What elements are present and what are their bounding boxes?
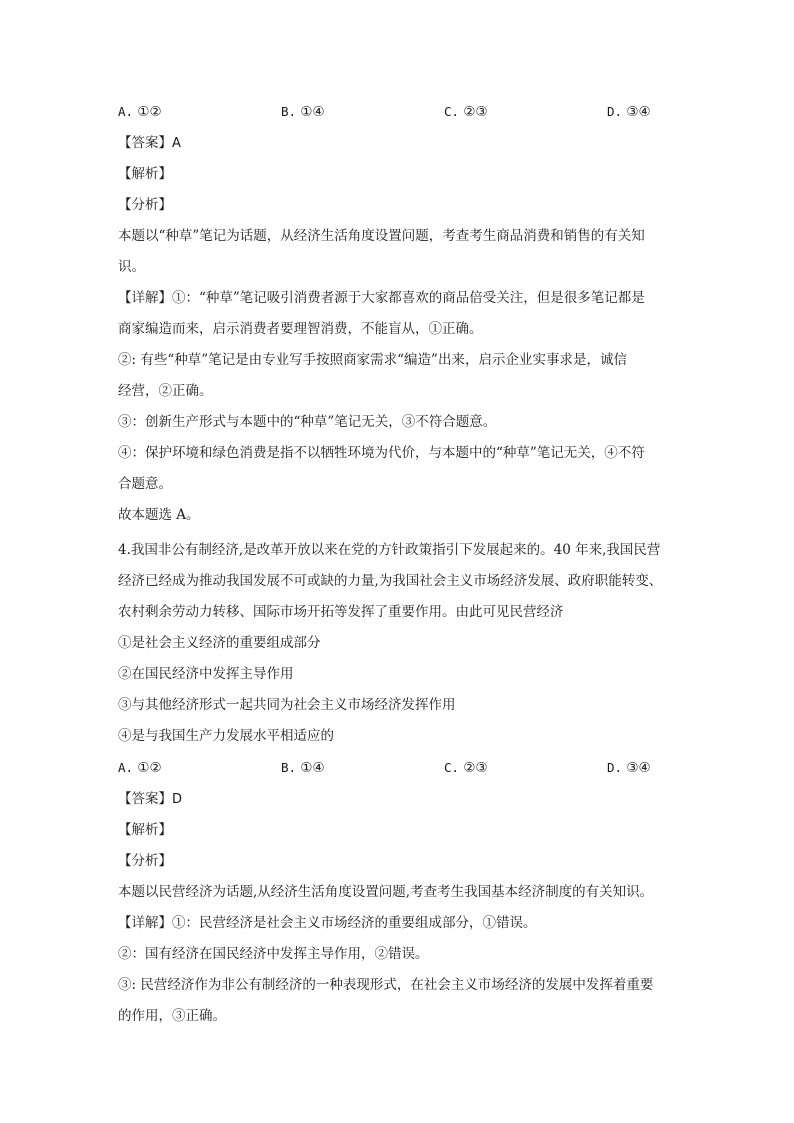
answer-value: D xyxy=(172,792,183,807)
q4-detail-line: ②：国有经济在国民经济中发挥主导作用，②错误。 xyxy=(118,946,429,962)
q3-answer xyxy=(118,133,698,153)
q4-option-d: D. ③④ xyxy=(607,760,651,776)
q4-stem-line: 经济已经成为推动我国发展不可或缺的力量,为我国社会主义市场经济发展、政府职能转变、 xyxy=(118,573,663,589)
q3-detail-line: 经营，②正确。 xyxy=(118,383,213,399)
q4-fenxi-line: 本题以民营经济为话题,从经济生活角度设置问题,考查考生我国基本经济制度的有关知识。 xyxy=(118,884,654,900)
answer-tag: 【答案】 xyxy=(118,135,172,151)
q4-option-b: B. ①④ xyxy=(281,760,325,776)
q4-answer xyxy=(118,789,698,809)
answer-tag: 【答案】 xyxy=(118,791,172,807)
q3-detail-first: 【详解】①：“种草”笔记吸引消费者源于大家都喜欢的商品倍受关注，但是很多笔记都是 xyxy=(118,290,645,306)
q3-detail-line: ④：保护环境和绿色消费是指不以牺牲环境为代价，与本题中的“种草”笔记无关，④不符 xyxy=(118,445,645,461)
q4-item: ④是与我国生产力发展水平相适应的 xyxy=(118,728,334,744)
q4-option-c: C. ②③ xyxy=(444,760,488,776)
q4-jiexi-tag: 【解析】 xyxy=(118,822,172,838)
q3-detail-line: 商家编造而来，启示消费者要理智消费，不能盲从，①正确。 xyxy=(118,321,483,337)
q4-item: ③与其他经济形式一起共同为社会主义市场经济发挥作用 xyxy=(118,697,456,713)
detail-tag: 【详解】 xyxy=(118,915,172,931)
q4-stem-line: 农村剩余劳动力转移、国际市场开拓等发挥了重要作用。由此可见民营经济 xyxy=(118,604,564,620)
answer-value: A xyxy=(172,136,181,151)
q3-fenxi-tag: 【分析】 xyxy=(118,197,172,213)
q3-detail-line: ③：创新生产形式与本题中的“种草”笔记无关，③不符合题意。 xyxy=(118,414,497,430)
q3-option-b: B. ①④ xyxy=(281,104,325,120)
q4-option-a: A. ①② xyxy=(118,760,162,776)
q4-options xyxy=(118,758,698,778)
detail-tag: 【详解】 xyxy=(118,290,172,306)
q3-detail-line: ②: 有些“种草”笔记是由专业写手按照商家需求“编造”出来，启示企业实事求是，诚信 xyxy=(118,352,627,368)
q3-options xyxy=(118,102,698,122)
q4-detail-line: ③: 民营经济作为非公有制经济的一种表现形式，在社会主义市场经济的发展中发挥着重要 xyxy=(118,977,654,993)
q4-detail-line: 的作用，③正确。 xyxy=(118,1008,226,1024)
q3-jiexi-tag: 【解析】 xyxy=(118,166,172,182)
q4-stem-line: 4.我国非公有制经济,是改革开放以来在党的方针政策指引下发展起来的。40 年来,我国民营 xyxy=(118,542,661,558)
q4-item: ②在国民经济中发挥主导作用 xyxy=(118,666,294,682)
q3-conclusion: 故本题选 A。 xyxy=(118,507,200,523)
q3-option-d: D. ③④ xyxy=(607,104,651,120)
q4-fenxi-tag: 【分析】 xyxy=(118,853,172,869)
q3-option-c: C. ②③ xyxy=(444,104,488,120)
q3-detail-line: 合题意。 xyxy=(118,476,172,492)
q4-item: ①是社会主义经济的重要组成部分 xyxy=(118,635,321,651)
q3-fenxi-line: 本题以“种草”笔记为话题，从经济生活角度设置问题，考查考生商品消费和销售的有关知 xyxy=(118,228,645,244)
q3-option-a: A. ①② xyxy=(118,104,162,120)
q4-detail-first: 【详解】①：民营经济是社会主义市场经济的重要组成部分，①错误。 xyxy=(118,915,537,931)
q3-fenxi-line: 识。 xyxy=(118,259,145,275)
